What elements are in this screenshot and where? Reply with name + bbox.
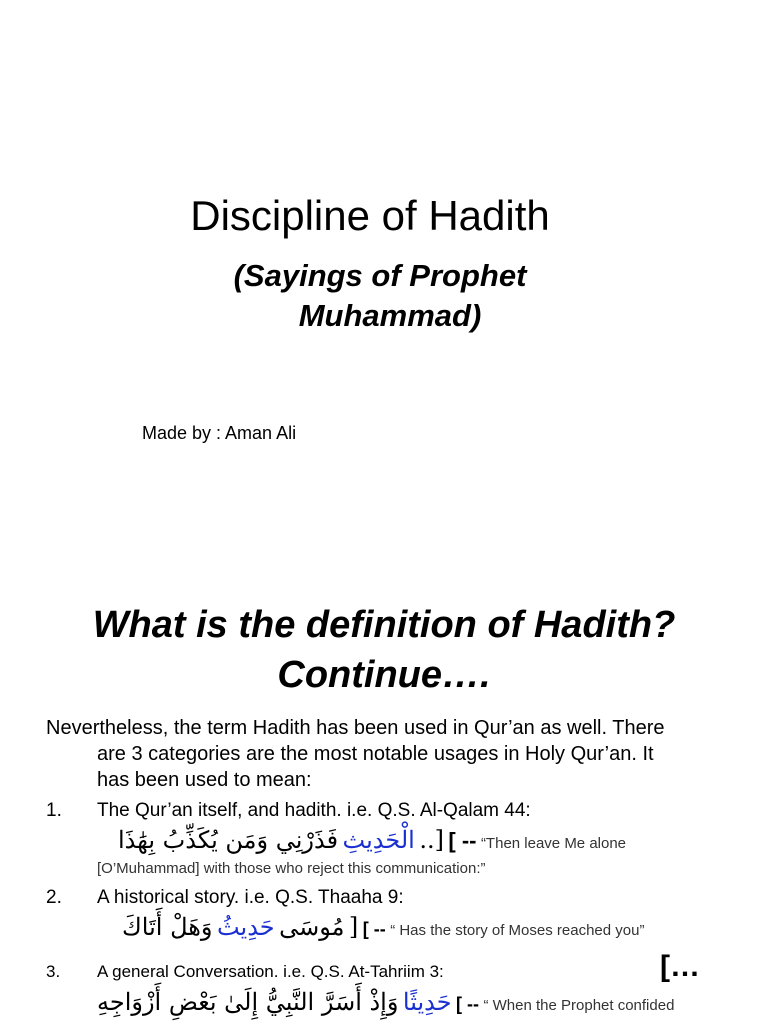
item-3-text: A general Conversation. i.e. Q.S. At-Tahriim 3: (97, 962, 444, 981)
item-2-translation: “ Has the story of Moses reached you” (390, 922, 645, 939)
slide1-title: Discipline of Hadith (190, 192, 550, 239)
item-2-bracket-open: [ -- (362, 919, 386, 939)
item-3-number: 3. (46, 962, 61, 981)
intro-line1: Nevertheless, the term Hadith has been used in Qur’an as well. There (46, 717, 665, 739)
item-1-arabic-text: فَذَرْنِي وَمَن يُكَذِّبُ بِهَٰذَا (118, 826, 339, 854)
item-3-verse (97, 988, 674, 1016)
item-1-translation: “Then leave Me alone (480, 835, 627, 852)
item-1-translation-cont: [O’Muhammad] with those who reject this communication:” (97, 860, 486, 877)
intro-line3: has been used to mean: (97, 769, 312, 791)
item-3-bracket-open: [ -- (456, 994, 480, 1014)
slide2-title-line1: What is the definition of Hadith? (92, 604, 676, 646)
item-2-text: A historical story. i.e. Q.S. Thaaha 9: (97, 887, 404, 908)
item-2-arabic-text: وَهَلْ أَتَاكَ (122, 913, 213, 941)
item-1-bracket-open: [ -- (448, 828, 477, 853)
slide2-title (0, 600, 768, 700)
slide1-subtitle-line1: (Sayings of Prophet (233, 258, 527, 293)
item-2-number: 2. (46, 887, 62, 908)
item-2-bracket-close: [ (348, 913, 359, 941)
item-1-verse (118, 826, 626, 854)
item-3-arabic-text: وَإِذْ أَسَرَّ النَّبِيُّ إِلَىٰ بَعْضِ أَزْوَاجِهِ (97, 988, 399, 1016)
intro-line2: are 3 categories are the most notable usages in Holy Qur’an. It (97, 743, 654, 765)
item-3-translation: “ When the Prophet confided (483, 997, 675, 1014)
item-2-verse (122, 913, 644, 941)
item-3-bracket-right: [… (660, 950, 700, 983)
intro-paragraph (46, 715, 746, 793)
made-by-text: Made by : Aman Ali (142, 423, 297, 443)
item-2-arabic-musa: مُوسَى (279, 913, 345, 941)
slide1-subtitle-line2: Muhammad) (298, 298, 482, 333)
item-2-arabic-hadith: حَدِيثُ (216, 913, 275, 941)
slide1-subtitle (180, 256, 580, 336)
slide2-title-line2: Continue…. (277, 654, 491, 696)
item-1-arabic-hadith: الْحَدِيثِ (342, 826, 415, 854)
item-1-text: The Qur’an itself, and hadith. i.e. Q.S. Al-Qalam 44: (97, 800, 531, 821)
item-1-number: 1. (46, 800, 62, 821)
item-3-arabic-hadith: حَدِيثًا (402, 988, 452, 1016)
item-1-bracket-close: [.. (419, 826, 444, 854)
